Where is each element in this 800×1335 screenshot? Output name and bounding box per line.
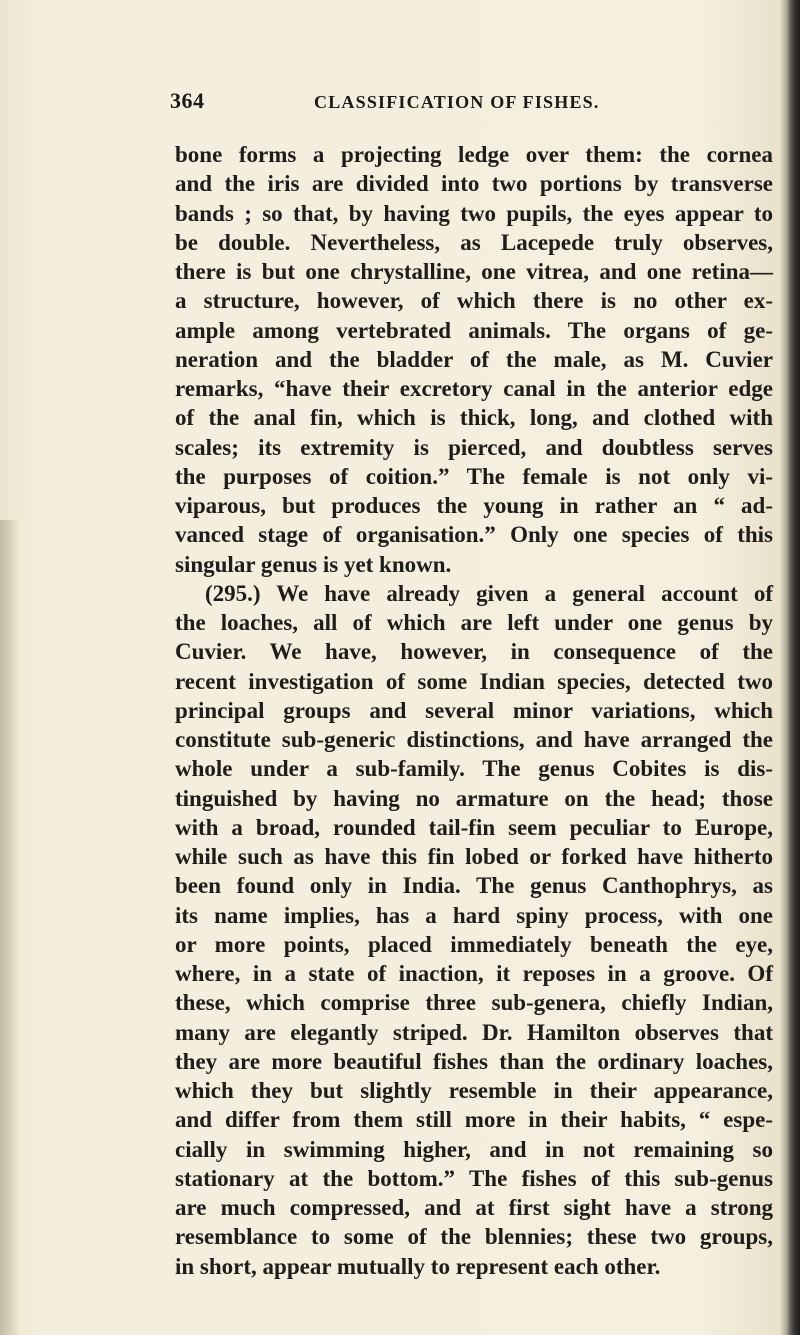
text-line: where, in a state of inaction, it reposes in a groove. Of [175, 961, 773, 986]
text-line: neration and the bladder of the male, as M. Cuvier [175, 346, 773, 372]
text-line: singular genus is yet known. [175, 551, 452, 577]
text-line: and differ from them still more in their habits, “ espe- [175, 1107, 773, 1133]
text-line: in short, appear mutually to represent each other. [175, 1253, 661, 1279]
page-number: 364 [170, 88, 205, 113]
body-text [175, 140, 773, 1281]
text-line: stationary at the bottom.” The fishes of this sub-genus [175, 1165, 773, 1191]
text-line: bone forms a projecting ledge over them: the cornea [175, 142, 773, 167]
text-line: there is but one chrystalline, one vitrea, and one retina— [175, 259, 773, 284]
text-line: and the iris are divided into two portions by transverse [175, 171, 773, 197]
text-line: are much compressed, and at first sight have a strong [175, 1195, 773, 1220]
text-line: viparous, but produces the young in rather an “ ad- [175, 493, 773, 518]
text-line: been found only in India. The genus Canthophrys, as [175, 873, 773, 899]
binding-shadow [0, 520, 20, 1335]
text-line: with a broad, rounded tail-fin seem peculiar to Europe, [175, 814, 773, 840]
text-line: scales; its extremity is pierced, and doubtless serves [175, 434, 773, 460]
page-edge [788, 0, 800, 1335]
text-line: many are elegantly striped. Dr. Hamilton observes that [175, 1019, 773, 1045]
running-title: CLASSIFICATION OF FISHES. [314, 92, 600, 112]
text-line: be double. Nevertheless, as Lacepede truly observes, [175, 229, 773, 255]
text-line: they are more beautiful fishes than the ordinary loaches, [175, 1048, 773, 1074]
text-line: these, which comprise three sub-genera, chiefly Indian, [175, 990, 773, 1016]
text-line: vanced stage of organisation.” Only one species of this [175, 522, 773, 548]
text-line: remarks, “have their excretory canal in the anterior edge [175, 376, 773, 401]
text-line: resemblance to some of the blennies; these two groups, [175, 1224, 773, 1250]
text-line: ample among vertebrated animals. The organs of ge- [175, 317, 773, 343]
text-line: a structure, however, of which there is no other ex- [175, 288, 773, 314]
text-line: Cuvier. We have, however, in consequence of the [175, 639, 773, 665]
text-line: of the anal fin, which is thick, long, and clothed with [175, 405, 773, 431]
text-line: the purposes of coition.” The female is not only vi- [175, 463, 773, 489]
text-line: while such as have this fin lobed or forked have hitherto [175, 844, 773, 869]
page-header [170, 82, 770, 122]
text-line: bands ; so that, by having two pupils, the eyes appear to [175, 200, 773, 226]
text-line: which they but slightly resemble in their appearance, [175, 1078, 773, 1103]
text-line: tinguished by having no armature on the head; those [175, 785, 773, 811]
text-line: or more points, placed immediately beneath the eye, [175, 931, 773, 957]
text-line: (295.) We have already given a general account of [205, 580, 773, 606]
text-line: the loaches, all of which are left under one genus by [175, 610, 773, 635]
text-line: whole under a sub-family. The genus Cobites is dis- [175, 756, 773, 782]
text-line: cially in swimming higher, and in not remaining so [175, 1136, 773, 1162]
text-line: recent investigation of some Indian species, detected two [175, 668, 773, 694]
text-line: constitute sub-generic distinctions, and have arranged the [175, 727, 773, 752]
text-line: its name implies, has a hard spiny process, with one [175, 902, 773, 928]
text-line: principal groups and several minor variations, which [175, 697, 773, 723]
